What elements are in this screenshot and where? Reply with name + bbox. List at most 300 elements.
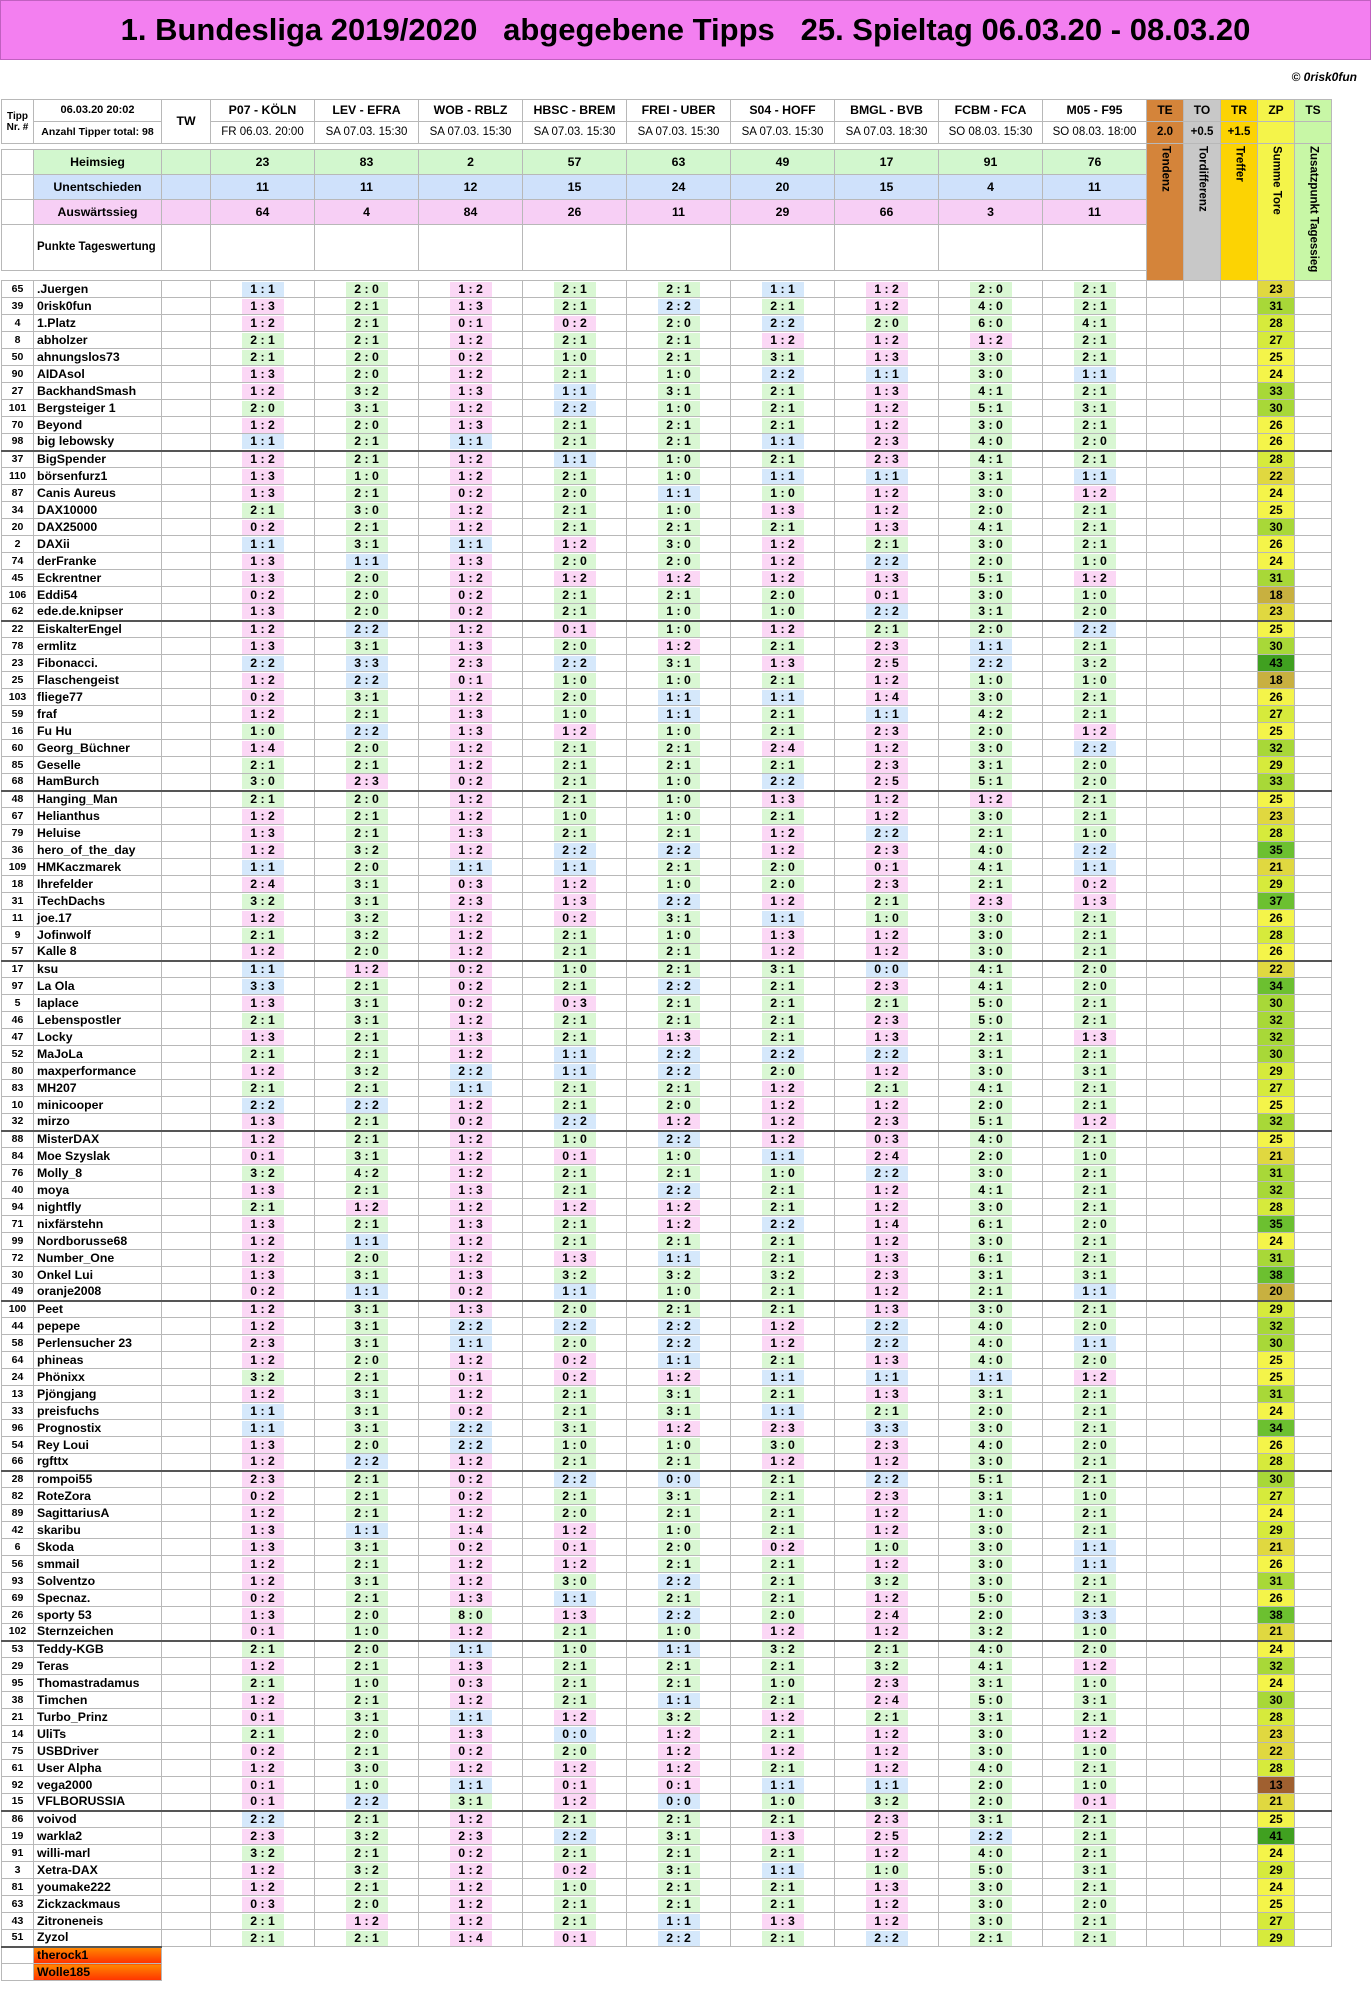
- tip-value: 2 : 4: [866, 1149, 908, 1164]
- tip-cell: [731, 1845, 835, 1862]
- tip-value: 1 : 2: [242, 1387, 284, 1402]
- tip-value: 1 : 0: [762, 486, 804, 501]
- tip-cell: [627, 451, 731, 468]
- tip-value: 2 : 1: [658, 1659, 700, 1674]
- tip-value: 1 : 3: [554, 1608, 596, 1623]
- player-name: La Ola: [34, 978, 162, 995]
- tip-cell: [627, 825, 731, 842]
- to: [1184, 1267, 1221, 1284]
- tip-value: 2 : 1: [1074, 1421, 1116, 1436]
- tip-cell: [627, 1488, 731, 1505]
- tip-value: 0 : 3: [450, 877, 492, 892]
- player-name: MaJoLa: [34, 1046, 162, 1063]
- zp-value: 24: [1258, 366, 1295, 383]
- tip-value: 3 : 0: [970, 1557, 1012, 1572]
- tip-cell: [731, 1590, 835, 1607]
- tip-value: 2 : 1: [762, 1523, 804, 1538]
- tipp-nr: 17: [2, 961, 34, 978]
- tip-cell: [939, 1420, 1043, 1437]
- tip-value: 2 : 1: [762, 1591, 804, 1606]
- tip-cell: [523, 910, 627, 927]
- tip-value: 2 : 2: [450, 1319, 492, 1334]
- tip-value: 2 : 1: [554, 1454, 596, 1469]
- zp-value: 24: [1258, 553, 1295, 570]
- tipp-nr: 101: [2, 400, 34, 417]
- tip-cell: [1043, 502, 1147, 519]
- te: [1147, 1216, 1184, 1233]
- tip-value: 1 : 0: [346, 1624, 388, 1639]
- table-row: [2, 468, 1332, 485]
- tip-cell: [523, 808, 627, 825]
- zp-value: 31: [1258, 570, 1295, 587]
- tip-value: 1 : 1: [1074, 469, 1116, 484]
- ts: [1295, 1828, 1332, 1845]
- tip-cell: [939, 485, 1043, 502]
- tip-value: 1 : 2: [866, 401, 908, 416]
- tip-value: 1 : 3: [450, 1727, 492, 1742]
- tip-value: 3 : 2: [346, 1863, 388, 1878]
- empty: [162, 150, 211, 175]
- tipp-nr: 84: [2, 1148, 34, 1165]
- tip-cell: [939, 621, 1043, 638]
- tip-cell: [627, 876, 731, 893]
- stat-away: 64: [211, 200, 315, 225]
- te: [1147, 1743, 1184, 1760]
- tip-cell: [835, 1267, 939, 1284]
- tip-value: 1 : 2: [1074, 1370, 1116, 1385]
- tip-value: 1 : 2: [450, 809, 492, 824]
- tip-value: 2 : 0: [970, 503, 1012, 518]
- tip-value: 2 : 1: [658, 1880, 700, 1895]
- tw: [162, 621, 211, 638]
- tip-value: 3 : 2: [970, 1624, 1012, 1639]
- tip-cell: [1043, 1454, 1147, 1471]
- tip-value: 3 : 0: [346, 1761, 388, 1776]
- tip-value: 2 : 1: [658, 1081, 700, 1096]
- tip-value: 3 : 2: [242, 1370, 284, 1385]
- tip-value: 2 : 3: [970, 894, 1012, 909]
- tip-value: 3 : 1: [346, 537, 388, 552]
- to: [1184, 1063, 1221, 1080]
- tip-cell: [835, 1131, 939, 1148]
- to: [1184, 1692, 1221, 1709]
- tr: [1221, 1250, 1258, 1267]
- tip-cell: [211, 978, 315, 995]
- table-row: [2, 1250, 1332, 1267]
- tip-value: 2 : 0: [554, 554, 596, 569]
- tip-value: 2 : 0: [658, 1098, 700, 1113]
- te: [1147, 1760, 1184, 1777]
- ts: [1295, 1556, 1332, 1573]
- tipp-nr: 26: [2, 1607, 34, 1624]
- tip-value: 2 : 1: [866, 537, 908, 552]
- tip-cell: [835, 1216, 939, 1233]
- tip-value: 2 : 1: [762, 1846, 804, 1861]
- tip-value: 1 : 2: [866, 418, 908, 433]
- tip-cell: [835, 995, 939, 1012]
- stat-draw: 11: [315, 175, 419, 200]
- tip-cell: [523, 1335, 627, 1352]
- tip-value: 1 : 0: [1074, 1624, 1116, 1639]
- tip-cell: [731, 1080, 835, 1097]
- tip-cell: [835, 672, 939, 689]
- tip-value: 1 : 2: [450, 520, 492, 535]
- tip-value: 3 : 0: [970, 928, 1012, 943]
- tip-value: 2 : 1: [554, 1013, 596, 1028]
- tip-cell: [627, 1080, 731, 1097]
- tip-cell: [315, 1318, 419, 1335]
- tip-value: 2 : 0: [970, 1608, 1012, 1623]
- tip-value: 2 : 0: [970, 282, 1012, 297]
- tip-value: 1 : 3: [450, 1268, 492, 1283]
- te: [1147, 1811, 1184, 1828]
- tip-cell: [211, 1386, 315, 1403]
- table-row: [2, 961, 1332, 978]
- tipp-nr: 16: [2, 723, 34, 740]
- tip-cell: [835, 1845, 939, 1862]
- tip-cell: [1043, 1794, 1147, 1811]
- table-row: [2, 383, 1332, 400]
- tip-value: 2 : 0: [866, 316, 908, 331]
- tipp-nr: 44: [2, 1318, 34, 1335]
- tip-cell: [731, 1488, 835, 1505]
- table-row: [2, 400, 1332, 417]
- tip-cell: [315, 570, 419, 587]
- tip-value: 2 : 0: [658, 1540, 700, 1555]
- to: [1184, 553, 1221, 570]
- tip-value: 1 : 2: [866, 1523, 908, 1538]
- tip-cell: [939, 536, 1043, 553]
- tip-value: 1 : 2: [762, 1319, 804, 1334]
- tip-cell: [627, 281, 731, 298]
- te: [1147, 638, 1184, 655]
- tip-value: 1 : 0: [1074, 1489, 1116, 1504]
- tip-value: 4 : 0: [970, 843, 1012, 858]
- tip-value: 2 : 1: [554, 333, 596, 348]
- tip-value: 1 : 0: [762, 1676, 804, 1691]
- tip-value: 1 : 2: [554, 1710, 596, 1725]
- te: [1147, 1454, 1184, 1471]
- tip-cell: [1043, 723, 1147, 740]
- tip-cell: [523, 1420, 627, 1437]
- tip-value: 4 : 1: [970, 979, 1012, 994]
- tip-cell: [1043, 1488, 1147, 1505]
- te: [1147, 927, 1184, 944]
- tip-value: 1 : 2: [554, 1557, 596, 1572]
- match-date: SA 07.03. 18:30: [835, 122, 939, 144]
- tip-cell: [211, 1624, 315, 1641]
- tip-value: 1 : 2: [450, 503, 492, 518]
- tip-value: 1 : 1: [554, 1284, 596, 1299]
- tr: [1221, 1794, 1258, 1811]
- tip-value: 2 : 1: [1074, 537, 1116, 552]
- tr: [1221, 1114, 1258, 1131]
- tipp-nr: 86: [2, 1811, 34, 1828]
- tip-cell: [211, 1658, 315, 1675]
- tip-cell: [419, 1658, 523, 1675]
- zp-value: 27: [1258, 1488, 1295, 1505]
- tipp-nr: 36: [2, 842, 34, 859]
- to: [1184, 961, 1221, 978]
- zp-value: 30: [1258, 638, 1295, 655]
- tr: [1221, 434, 1258, 451]
- stat-home: 49: [731, 150, 835, 175]
- tr: [1221, 1301, 1258, 1318]
- tip-cell: [419, 502, 523, 519]
- tip-value: 2 : 1: [1074, 1234, 1116, 1249]
- table-row: [2, 1199, 1332, 1216]
- ts: [1295, 366, 1332, 383]
- tip-value: 0 : 1: [450, 673, 492, 688]
- tip-value: 1 : 2: [450, 452, 492, 467]
- stat-draw: 15: [835, 175, 939, 200]
- tipp-nr: 39: [2, 298, 34, 315]
- tip-value: 5 : 1: [970, 571, 1012, 586]
- tw: [162, 1267, 211, 1284]
- table-row: [2, 1182, 1332, 1199]
- tw: [162, 944, 211, 961]
- tip-cell: [627, 1692, 731, 1709]
- empty: [162, 225, 211, 271]
- player-name: EiskalterEngel: [34, 621, 162, 638]
- tip-cell: [419, 978, 523, 995]
- to: [1184, 1556, 1221, 1573]
- tip-cell: [627, 1148, 731, 1165]
- tip-value: 2 : 1: [1074, 1914, 1116, 1929]
- tip-value: 0 : 2: [554, 911, 596, 926]
- tip-cell: [1043, 1046, 1147, 1063]
- tip-cell: [731, 434, 835, 451]
- tip-cell: [1043, 366, 1147, 383]
- tip-cell: [731, 298, 835, 315]
- tw: [162, 553, 211, 570]
- tip-cell: [627, 1539, 731, 1556]
- tip-value: 2 : 1: [1074, 1761, 1116, 1776]
- tip-value: 1 : 2: [866, 1591, 908, 1606]
- tip-value: 5 : 0: [970, 1591, 1012, 1606]
- tip-value: 1 : 3: [450, 1183, 492, 1198]
- tip-value: 1 : 3: [762, 1829, 804, 1844]
- tip-cell: [315, 876, 419, 893]
- player-name: VFLBORUSSIA: [34, 1794, 162, 1811]
- tip-value: 2 : 2: [658, 1132, 700, 1147]
- tip-value: 1 : 2: [450, 1353, 492, 1368]
- tip-value: 3 : 1: [1074, 1064, 1116, 1079]
- zp-value: 26: [1258, 417, 1295, 434]
- tip-cell: [939, 1760, 1043, 1777]
- tip-value: 1 : 2: [866, 1098, 908, 1113]
- tipper-total: Anzahl Tipper total: 98: [34, 122, 162, 144]
- tip-cell: [939, 1573, 1043, 1590]
- tip-cell: [939, 502, 1043, 519]
- tip-value: 3 : 1: [970, 1812, 1012, 1827]
- tip-value: 2 : 2: [346, 724, 388, 739]
- tip-cell: [627, 995, 731, 1012]
- empty: [162, 175, 211, 200]
- tip-cell: [315, 1845, 419, 1862]
- tip-cell: [939, 1624, 1043, 1641]
- tip-cell: [315, 536, 419, 553]
- tip-cell: [627, 502, 731, 519]
- tip-cell: [835, 1318, 939, 1335]
- tip-value: 1 : 2: [866, 1200, 908, 1215]
- tip-value: 2 : 1: [762, 1880, 804, 1895]
- tip-value: 1 : 1: [346, 1523, 388, 1538]
- tip-cell: [939, 1386, 1043, 1403]
- tip-value: 2 : 1: [1074, 1710, 1116, 1725]
- tip-cell: [211, 893, 315, 910]
- zp-value: 23: [1258, 604, 1295, 621]
- to: [1184, 1879, 1221, 1896]
- tip-cell: [939, 1862, 1043, 1879]
- tip-value: 1 : 1: [970, 639, 1012, 654]
- tip-value: 2 : 1: [346, 1744, 388, 1759]
- tip-value: 3 : 1: [970, 758, 1012, 773]
- zp-value: 18: [1258, 587, 1295, 604]
- tip-cell: [315, 1080, 419, 1097]
- zp-value: 28: [1258, 825, 1295, 842]
- tw: [162, 519, 211, 536]
- tip-value: 2 : 1: [658, 418, 700, 433]
- tipp-nr: 25: [2, 672, 34, 689]
- tip-cell: [1043, 1709, 1147, 1726]
- table-row: [2, 927, 1332, 944]
- tip-cell: [523, 383, 627, 400]
- tip-value: 2 : 2: [242, 1098, 284, 1113]
- tip-cell: [211, 1216, 315, 1233]
- tip-cell: [1043, 672, 1147, 689]
- tip-cell: [1043, 1743, 1147, 1760]
- tip-cell: [731, 485, 835, 502]
- tip-value: 2 : 0: [554, 486, 596, 501]
- tip-value: 1 : 1: [242, 537, 284, 552]
- tip-cell: [731, 349, 835, 366]
- tip-cell: [835, 621, 939, 638]
- tw: [162, 1318, 211, 1335]
- tip-cell: [1043, 1301, 1147, 1318]
- tip-value: 3 : 3: [866, 1421, 908, 1436]
- stat-home: 2: [419, 150, 523, 175]
- tip-cell: [1043, 1148, 1147, 1165]
- table-row: [2, 281, 1332, 298]
- tip-value: 0 : 2: [762, 1540, 804, 1555]
- table-row: [2, 587, 1332, 604]
- tip-cell: [1043, 1862, 1147, 1879]
- tip-value: 2 : 1: [346, 1183, 388, 1198]
- tw: [162, 1131, 211, 1148]
- zp-value: 30: [1258, 400, 1295, 417]
- tip-cell: [419, 1862, 523, 1879]
- tip-value: 2 : 5: [866, 656, 908, 671]
- tip-cell: [1043, 927, 1147, 944]
- tr: [1221, 519, 1258, 536]
- zp-value: 23: [1258, 808, 1295, 825]
- tip-value: 3 : 3: [1074, 1608, 1116, 1623]
- te: [1147, 1420, 1184, 1437]
- table-row: [2, 1148, 1332, 1165]
- tw: [162, 1828, 211, 1845]
- tip-value: 1 : 2: [346, 1914, 388, 1929]
- tip-value: 3 : 1: [658, 911, 700, 926]
- tip-value: 2 : 2: [970, 1829, 1012, 1844]
- tip-value: 3 : 0: [970, 367, 1012, 382]
- to: [1184, 366, 1221, 383]
- tip-value: 1 : 1: [554, 860, 596, 875]
- te: [1147, 1658, 1184, 1675]
- tip-value: 2 : 1: [554, 1081, 596, 1096]
- tip-value: 3 : 2: [554, 1268, 596, 1283]
- tip-cell: [835, 366, 939, 383]
- tip-value: 2 : 0: [346, 571, 388, 586]
- ts: [1295, 1148, 1332, 1165]
- tip-value: 2 : 0: [970, 554, 1012, 569]
- tip-value: 1 : 3: [242, 299, 284, 314]
- tip-cell: [315, 1114, 419, 1131]
- tip-value: 2 : 1: [346, 1591, 388, 1606]
- tip-cell: [731, 468, 835, 485]
- tip-cell: [1043, 349, 1147, 366]
- tip-value: 3 : 0: [970, 1727, 1012, 1742]
- tip-value: 1 : 3: [450, 1030, 492, 1045]
- tip-value: 3 : 0: [970, 1880, 1012, 1895]
- tip-cell: [419, 468, 523, 485]
- tip-value: 0 : 0: [866, 962, 908, 977]
- tip-value: 3 : 1: [346, 1268, 388, 1283]
- tip-value: 0 : 0: [658, 1794, 700, 1809]
- tip-cell: [315, 1301, 419, 1318]
- tip-value: 2 : 3: [866, 434, 908, 449]
- tip-value: 2 : 1: [554, 1897, 596, 1912]
- tip-value: 2 : 0: [554, 1302, 596, 1317]
- tip-value: 3 : 1: [1074, 1863, 1116, 1878]
- tip-value: 2 : 1: [762, 1931, 804, 1946]
- tip-value: 0 : 1: [242, 1149, 284, 1164]
- zp-value: 32: [1258, 1182, 1295, 1199]
- tip-value: 4 : 0: [970, 434, 1012, 449]
- tip-cell: [211, 1743, 315, 1760]
- tip-value: 3 : 0: [970, 418, 1012, 433]
- te: [1147, 298, 1184, 315]
- tip-cell: [627, 1131, 731, 1148]
- tip-cell: [627, 417, 731, 434]
- tip-value: 1 : 2: [450, 282, 492, 297]
- te: [1147, 1097, 1184, 1114]
- player-name: Onkel Lui: [34, 1267, 162, 1284]
- tip-cell: [523, 349, 627, 366]
- tip-cell: [627, 587, 731, 604]
- tip-cell: [211, 434, 315, 451]
- tr: [1221, 536, 1258, 553]
- tip-cell: [315, 1437, 419, 1454]
- tip-value: 1 : 1: [762, 282, 804, 297]
- player-name: smmail: [34, 1556, 162, 1573]
- to: [1184, 1012, 1221, 1029]
- te: [1147, 1590, 1184, 1607]
- te: [1147, 655, 1184, 672]
- tip-cell: [835, 1148, 939, 1165]
- tip-value: 1 : 0: [970, 673, 1012, 688]
- tipp-nr: 27: [2, 383, 34, 400]
- tr: [1221, 808, 1258, 825]
- tip-value: 2 : 1: [1074, 520, 1116, 535]
- tip-value: 2 : 2: [762, 774, 804, 789]
- player-name: Rey Loui: [34, 1437, 162, 1454]
- tip-cell: [731, 1267, 835, 1284]
- tip-value: 1 : 0: [762, 1794, 804, 1809]
- tip-value: 2 : 1: [554, 774, 596, 789]
- tip-cell: [731, 1403, 835, 1420]
- tip-value: 2 : 2: [866, 826, 908, 841]
